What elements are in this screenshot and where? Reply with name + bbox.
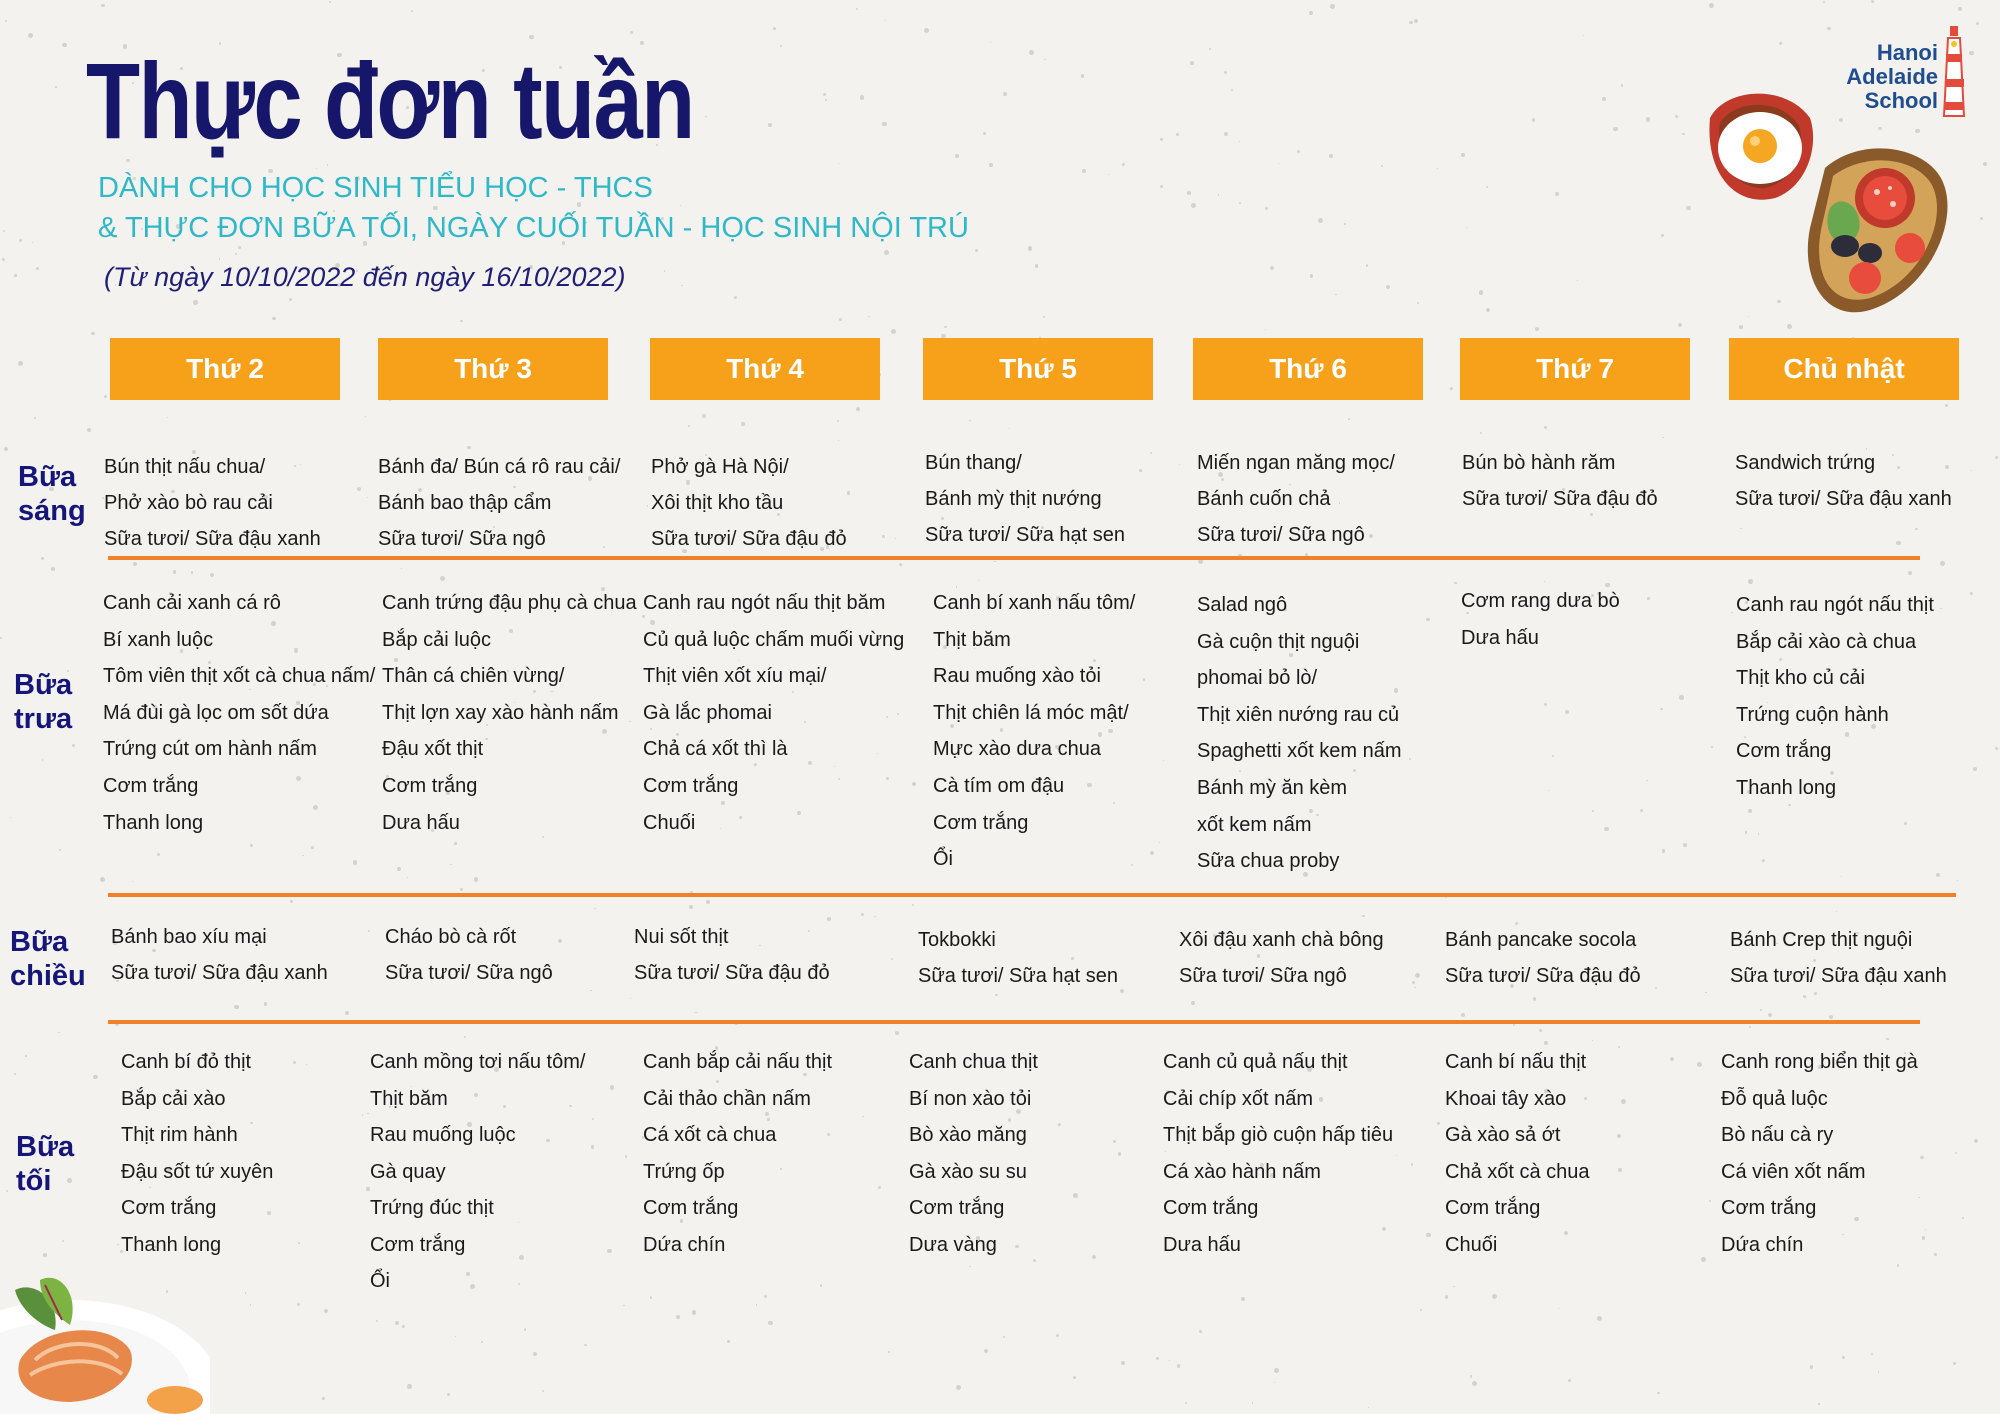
menu-item: xốt kem nấm [1197,813,1312,836]
menu-item: Sữa tươi/ Sữa ngô [1179,965,1347,987]
logo-line-3: School [1864,88,1938,113]
menu-item: Sữa tươi/ Sữa ngô [385,962,553,984]
menu-item: Ổi [370,1270,390,1292]
day-header-mon: Thứ 2 [110,338,340,400]
menu-item: Xôi thịt kho tầu [651,492,784,514]
menu-item: Canh bí đỏ thịt [121,1051,252,1073]
menu-item: Thanh long [103,811,204,834]
menu-item: Cơm trắng [933,811,1029,834]
menu-item: Sữa chua proby [1197,850,1340,873]
menu-item: Canh cải xanh cá rô [103,592,281,614]
divider-afternoon-dinner [108,1020,1920,1024]
menu-item: Canh rau ngót nấu thịt băm [643,592,886,614]
divider-lunch-afternoon [108,893,1956,897]
menu-item: Sữa tươi/ Sữa đậu xanh [1735,488,1952,510]
menu-item: Thịt xiên nướng rau củ [1197,703,1400,726]
menu-item: Thanh long [121,1233,222,1256]
menu-item: Bí non xào tỏi [909,1087,1032,1110]
menu-item: Cháo bò cà rốt [385,926,517,948]
menu-item: Bún bò hành răm [1462,452,1616,474]
menu-item: Thịt chiên lá móc mật/ [933,701,1129,724]
menu-item: Nui sốt thịt [634,926,729,948]
menu-item: Cơm trắng [909,1197,1005,1219]
menu-item: Khoai tây xào [1445,1087,1567,1110]
menu-item: Thanh long [1736,777,1837,799]
menu-item: Salad ngô [1197,594,1288,616]
menu-item: Cơm trắng [370,1233,466,1256]
menu-item: Phở gà Hà Nội/ [651,456,789,478]
menu-item: Trứng cuộn hành [1736,703,1889,726]
menu-item: Bí xanh luộc [103,628,214,651]
menu-item: Rau muống xào tỏi [933,665,1101,688]
logo-line-2: Adelaide [1846,64,1938,89]
day-header-thu: Thứ 5 [923,338,1153,400]
menu-item: Đỗ quả luộc [1721,1087,1828,1110]
menu-item: Bắp cải xào cà chua [1736,630,1917,653]
menu-item: Bún thang/ [925,452,1022,474]
menu-item: Xôi đậu xanh chà bông [1179,929,1384,951]
menu-item: Dưa hấu [382,811,460,834]
menu-item: Sữa tươi/ Sữa đậu đỏ [1445,965,1641,987]
meal-label-lunch: Bữa trưa [14,669,73,735]
meal-label-dinner: Bữa tối [16,1131,75,1197]
menu-item: Gà xào su su [909,1160,1027,1183]
menu-item: Cá xào hành nấm [1163,1160,1321,1183]
egg-bacon-toast-icon [1695,78,1960,323]
menu-item: Củ quả luộc chấm muối vừng [643,628,905,651]
menu-item: Bánh cuốn chả [1197,488,1331,510]
menu-item: Thịt viên xốt xíu mại/ [643,665,827,688]
menu-item: Sữa tươi/ Sữa đậu đỏ [651,528,847,550]
menu-item: Trứng ốp [643,1160,725,1183]
meal-label-breakfast: Bữa sáng [18,461,86,527]
menu-item: phomai bỏ lò/ [1197,667,1318,690]
menu-item: Cơm trắng [1736,740,1832,763]
day-header-wed: Thứ 4 [650,338,880,400]
menu-item: Sữa tươi/ Sữa ngô [378,528,546,550]
menu-item: Dứa chín [1721,1233,1804,1256]
menu-item: Cơm trắng [103,775,199,797]
menu-item: Canh bí xanh nấu tôm/ [933,592,1136,614]
menu-item: Cá xốt cà chua [643,1124,777,1146]
menu-item: Cơm trắng [643,775,739,797]
logo-line-1: Hanoi [1876,40,1938,65]
menu-item: Cơm trắng [1445,1197,1541,1219]
menu-item: Đậu xốt thịt [382,738,484,761]
menu-item: Bắp cải xào [121,1087,226,1110]
menu-item: Cơm trắng [1721,1197,1817,1219]
menu-item: Cải chíp xốt nấm [1163,1087,1314,1110]
menu-item: Sữa tươi/ Sữa hạt sen [925,524,1126,546]
menu-item: Chả cá xốt thì là [643,738,788,761]
menu-item: Rau muống luộc [370,1124,516,1146]
menu-item: Bún thịt nấu chua/ [104,456,266,478]
menu-item: Gà xào sả ớt [1445,1124,1561,1146]
menu-item: Dưa hấu [1461,626,1539,649]
menu-item: Cá viên xốt nấm [1721,1160,1866,1183]
menu-item: Thịt kho củ cải [1736,667,1865,690]
menu-item: Thịt băm [370,1087,448,1110]
menu-item: Sữa tươi/ Sữa ngô [1197,524,1365,546]
menu-item: Spaghetti xốt kem nấm [1197,740,1402,763]
subtitle-line-1: DÀNH CHO HỌC SINH TIỂU HỌC - THCS [98,172,653,204]
menu-item: Má đùi gà lọc om sốt dứa [103,701,329,724]
menu-item: Thịt rim hành [121,1124,238,1146]
menu-item: Bánh đa/ Bún cá rô rau cải/ [378,456,621,478]
menu-item: Thịt băm [933,628,1011,651]
page-title: Thực đơn tuần [86,40,694,161]
menu-item: Trứng cút om hành nấm [103,738,317,761]
menu-item: Canh củ quả nấu thịt [1163,1051,1348,1073]
menu-item: Cơm trắng [382,775,478,797]
menu-item: Bánh bao thập cẩm [378,492,552,514]
menu-item: Canh chua thịt [909,1051,1038,1073]
menu-item: Sữa tươi/ Sữa đậu đỏ [1462,488,1658,510]
menu-item: Cơm trắng [643,1197,739,1219]
menu-item: Cơm rang dưa bò [1461,590,1620,612]
menu-item: Bánh bao xíu mại [111,926,267,948]
menu-item: Trứng đúc thịt [370,1197,494,1219]
menu-item: Tôm viên thịt xốt cà chua nấm/ [103,665,376,688]
menu-item: Sữa tươi/ Sữa đậu xanh [104,528,321,550]
menu-item: Chuối [1445,1233,1498,1256]
menu-item: Phở xào bò rau cải [104,492,273,514]
menu-item: Sữa tươi/ Sữa hạt sen [918,965,1119,987]
subtitle-line-2: & THỰC ĐƠN BỮA TỐI, NGÀY CUỐI TUẦN - HỌC SINH NỘI TRÚ [98,212,969,244]
menu-item: Bắp cải luộc [382,628,491,651]
menu-item: Cà tím om đậu [933,775,1065,797]
menu-item: Miến ngan măng mọc/ [1197,452,1395,474]
day-header-fri: Thứ 6 [1193,338,1423,400]
menu-item: Bò xào măng [909,1124,1027,1146]
day-header-sat: Thứ 7 [1460,338,1690,400]
menu-item: Chả xốt cà chua [1445,1160,1590,1183]
menu-item: Sandwich trứng [1735,452,1876,474]
menu-item: Canh bắp cải nấu thịt [643,1051,833,1073]
menu-item: Cơm trắng [1163,1197,1259,1219]
menu-item: Bánh pancake socola [1445,929,1637,951]
menu-item: Thân cá chiên vừng/ [382,665,565,688]
menu-item: Dưa vàng [909,1233,997,1256]
menu-item: Canh rau ngót nấu thịt [1736,594,1934,616]
menu-item: Gà cuộn thịt nguội [1197,630,1360,653]
menu-item: Gà lắc phomai [643,701,772,724]
menu-item: Canh bí nấu thịt [1445,1051,1587,1073]
menu-item: Canh trứng đậu phụ cà chua [382,592,637,614]
meal-label-afternoon: Bữa chiều [10,926,86,992]
salmon-plate-icon [0,1250,210,1414]
divider-breakfast-lunch [108,556,1920,560]
menu-item: Đậu sốt tứ xuyên [121,1160,274,1183]
menu-item: Ổi [933,848,953,871]
date-range: (Từ ngày 10/10/2022 đến ngày 16/10/2022) [104,262,626,292]
menu-item: Cơm trắng [121,1197,217,1219]
day-header-tue: Thứ 3 [378,338,608,400]
menu-item: Canh rong biển thịt gà [1721,1051,1918,1073]
day-header-sun: Chủ nhật [1729,338,1959,400]
menu-item: Dứa chín [643,1233,726,1256]
menu-item: Thịt lợn xay xào hành nấm [382,701,619,724]
menu-item: Sữa tươi/ Sữa đậu đỏ [634,962,830,984]
menu-item: Gà quay [370,1160,446,1183]
menu-item: Bánh Crep thịt nguội [1730,929,1913,951]
menu-item: Canh mồng tơi nấu tôm/ [370,1051,586,1073]
menu-item: Sữa tươi/ Sữa đậu xanh [1730,965,1947,987]
menu-item: Bánh mỳ thịt nướng [925,488,1102,510]
menu-item: Chuối [643,811,696,834]
menu-item: Bánh mỳ ăn kèm [1197,777,1348,799]
menu-item: Thịt bắp giò cuộn hấp tiêu [1163,1124,1394,1146]
menu-item: Cải thảo chần nấm [643,1087,811,1110]
menu-item: Sữa tươi/ Sữa đậu xanh [111,962,328,984]
menu-item: Mực xào dưa chua [933,738,1101,761]
menu-item: Dưa hấu [1163,1233,1241,1256]
menu-item: Tokbokki [918,929,996,951]
menu-item: Bò nấu cà ry [1721,1124,1834,1146]
